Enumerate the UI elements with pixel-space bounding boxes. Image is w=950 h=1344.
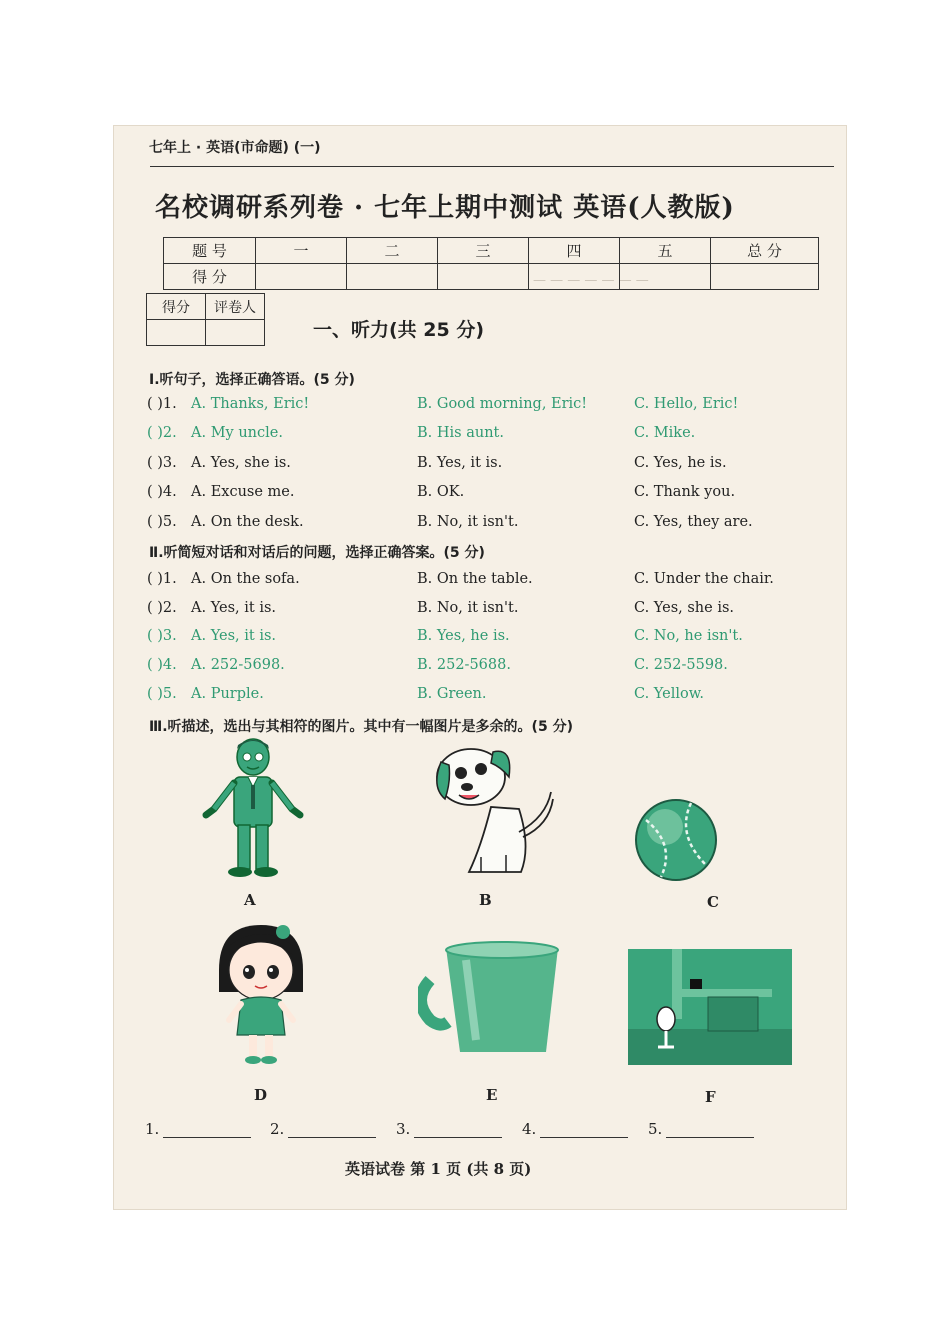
option-a: A. Yes, it is.: [191, 600, 277, 616]
question-number[interactable]: ( )1.: [147, 396, 177, 412]
option-a: A. On the sofa.: [191, 571, 300, 587]
option-c: C. Yes, they are.: [634, 514, 753, 530]
mug-picture: [418, 940, 563, 1060]
dog-picture: [421, 737, 556, 882]
option-b: B. OK.: [417, 484, 465, 500]
option-b: B. No, it isn't.: [417, 600, 519, 616]
question-number[interactable]: ( )3.: [147, 455, 177, 471]
score-cell: 题 号: [164, 238, 256, 264]
question-number[interactable]: ( )4.: [147, 657, 177, 673]
option-c: C. Yes, she is.: [634, 600, 735, 616]
header-rule: [150, 166, 834, 167]
running-header: 七年上 · 英语(市命题) (一): [149, 140, 321, 156]
girl-picture: [211, 920, 311, 1070]
section-title-listening: 一、听力(共 25 分): [313, 319, 485, 341]
grader-name-entry[interactable]: [206, 320, 265, 346]
score-cell: 二: [347, 238, 438, 264]
picture-label-a: A: [244, 891, 256, 909]
option-a: A. Thanks, Eric!: [191, 396, 310, 412]
answer-line[interactable]: [414, 1123, 502, 1138]
part1-question-2: [147, 425, 837, 449]
score-cell: 四: [529, 238, 620, 264]
grader-score-entry[interactable]: [147, 320, 206, 346]
grader-name-label: 评卷人: [206, 294, 265, 320]
answer-line[interactable]: [288, 1123, 376, 1138]
picture-label-c: C: [707, 893, 719, 911]
option-b: B. Good morning, Eric!: [417, 396, 588, 412]
option-c: C. Thank you.: [634, 484, 736, 500]
score-cell: 三: [438, 238, 529, 264]
option-a: A. Yes, it is.: [191, 628, 277, 644]
part1-heading: Ⅰ.听句子，选择正确答语。(5 分): [149, 372, 355, 388]
score-entry[interactable]: [256, 264, 347, 290]
question-number[interactable]: ( )5.: [147, 514, 177, 530]
answer-blank-2: [270, 1120, 376, 1138]
part2-question-3: [147, 628, 837, 652]
answer-line[interactable]: [163, 1123, 251, 1138]
option-b: B. His aunt.: [417, 425, 504, 441]
option-a: A. My uncle.: [191, 425, 283, 441]
answer-line[interactable]: [540, 1123, 628, 1138]
blank-number: 5.: [648, 1120, 663, 1138]
option-c: C. Hello, Eric!: [634, 396, 739, 412]
option-a: A. 252-5698.: [191, 657, 285, 673]
score-entry[interactable]: [529, 264, 620, 290]
score-entry[interactable]: [620, 264, 711, 290]
option-b: B. On the table.: [417, 571, 533, 587]
page-title: 名校调研系列卷 · 七年上期中测试 英语(人教版): [155, 193, 735, 223]
man-picture: [198, 737, 308, 882]
score-entry[interactable]: [711, 264, 819, 290]
score-cell: 五: [620, 238, 711, 264]
option-c: C. No, he isn't.: [634, 628, 743, 644]
option-b: B. Yes, it is.: [417, 455, 503, 471]
option-a: A. Excuse me.: [191, 484, 295, 500]
part1-question-3: [147, 455, 837, 479]
question-number[interactable]: ( )4.: [147, 484, 177, 500]
part2-question-5: [147, 686, 837, 710]
score-cell: 一: [256, 238, 347, 264]
blank-number: 2.: [270, 1120, 285, 1138]
option-b: B. Green.: [417, 686, 487, 702]
part1-question-4: [147, 484, 837, 508]
blank-number: 3.: [396, 1120, 411, 1138]
picture-label-e: E: [486, 1086, 498, 1104]
option-c: C. 252-5598.: [634, 657, 728, 673]
option-a: A. On the desk.: [191, 514, 304, 530]
option-b: B. 252-5688.: [417, 657, 511, 673]
part3-heading: Ⅲ.听描述，选出与其相符的图片。其中有一幅图片是多余的。(5 分): [149, 719, 573, 735]
question-number[interactable]: ( )2.: [147, 425, 177, 441]
question-number[interactable]: ( )1.: [147, 571, 177, 587]
option-b: B. No, it isn't.: [417, 514, 519, 530]
question-number[interactable]: ( )2.: [147, 600, 177, 616]
answer-blank-4: [522, 1120, 628, 1138]
score-row-label: 得 分: [164, 264, 256, 290]
part2-question-1: [147, 571, 837, 595]
bleed-through: — — — — — — —: [533, 273, 649, 288]
score-table-header-row: [164, 238, 819, 264]
option-c: C. Mike.: [634, 425, 696, 441]
part2-heading: Ⅱ.听简短对话和对话后的问题，选择正确答案。(5 分): [149, 545, 485, 561]
picture-label-f: F: [705, 1088, 716, 1106]
grader-box: [146, 293, 265, 346]
picture-label-b: B: [479, 891, 492, 909]
room-picture: [628, 949, 792, 1065]
score-entry[interactable]: [347, 264, 438, 290]
page-footer: 英语试卷 第 1 页 (共 8 页): [345, 1160, 532, 1178]
option-a: A. Yes, she is.: [191, 455, 291, 471]
question-number[interactable]: ( )3.: [147, 628, 177, 644]
answer-blank-3: [396, 1120, 502, 1138]
part1-question-5: [147, 514, 837, 538]
answer-blank-1: [145, 1120, 251, 1138]
grader-score-label: 得分: [147, 294, 206, 320]
picture-label-d: D: [254, 1086, 268, 1104]
blank-number: 1.: [145, 1120, 160, 1138]
option-c: C. Yes, he is.: [634, 455, 727, 471]
score-cell: 总 分: [711, 238, 819, 264]
option-b: B. Yes, he is.: [417, 628, 510, 644]
score-entry[interactable]: [438, 264, 529, 290]
part1-question-1: [147, 396, 837, 420]
question-number[interactable]: ( )5.: [147, 686, 177, 702]
blank-number: 4.: [522, 1120, 537, 1138]
option-c: C. Yellow.: [634, 686, 704, 702]
score-table: [163, 237, 819, 290]
answer-line[interactable]: [666, 1123, 754, 1138]
option-c: C. Under the chair.: [634, 571, 774, 587]
answer-blank-5: [648, 1120, 754, 1138]
option-a: A. Purple.: [191, 686, 264, 702]
ball-picture: [631, 795, 721, 885]
score-table-score-row: [164, 264, 819, 290]
exam-page: [113, 125, 847, 1210]
part2-question-2: [147, 600, 837, 624]
part2-question-4: [147, 657, 837, 681]
